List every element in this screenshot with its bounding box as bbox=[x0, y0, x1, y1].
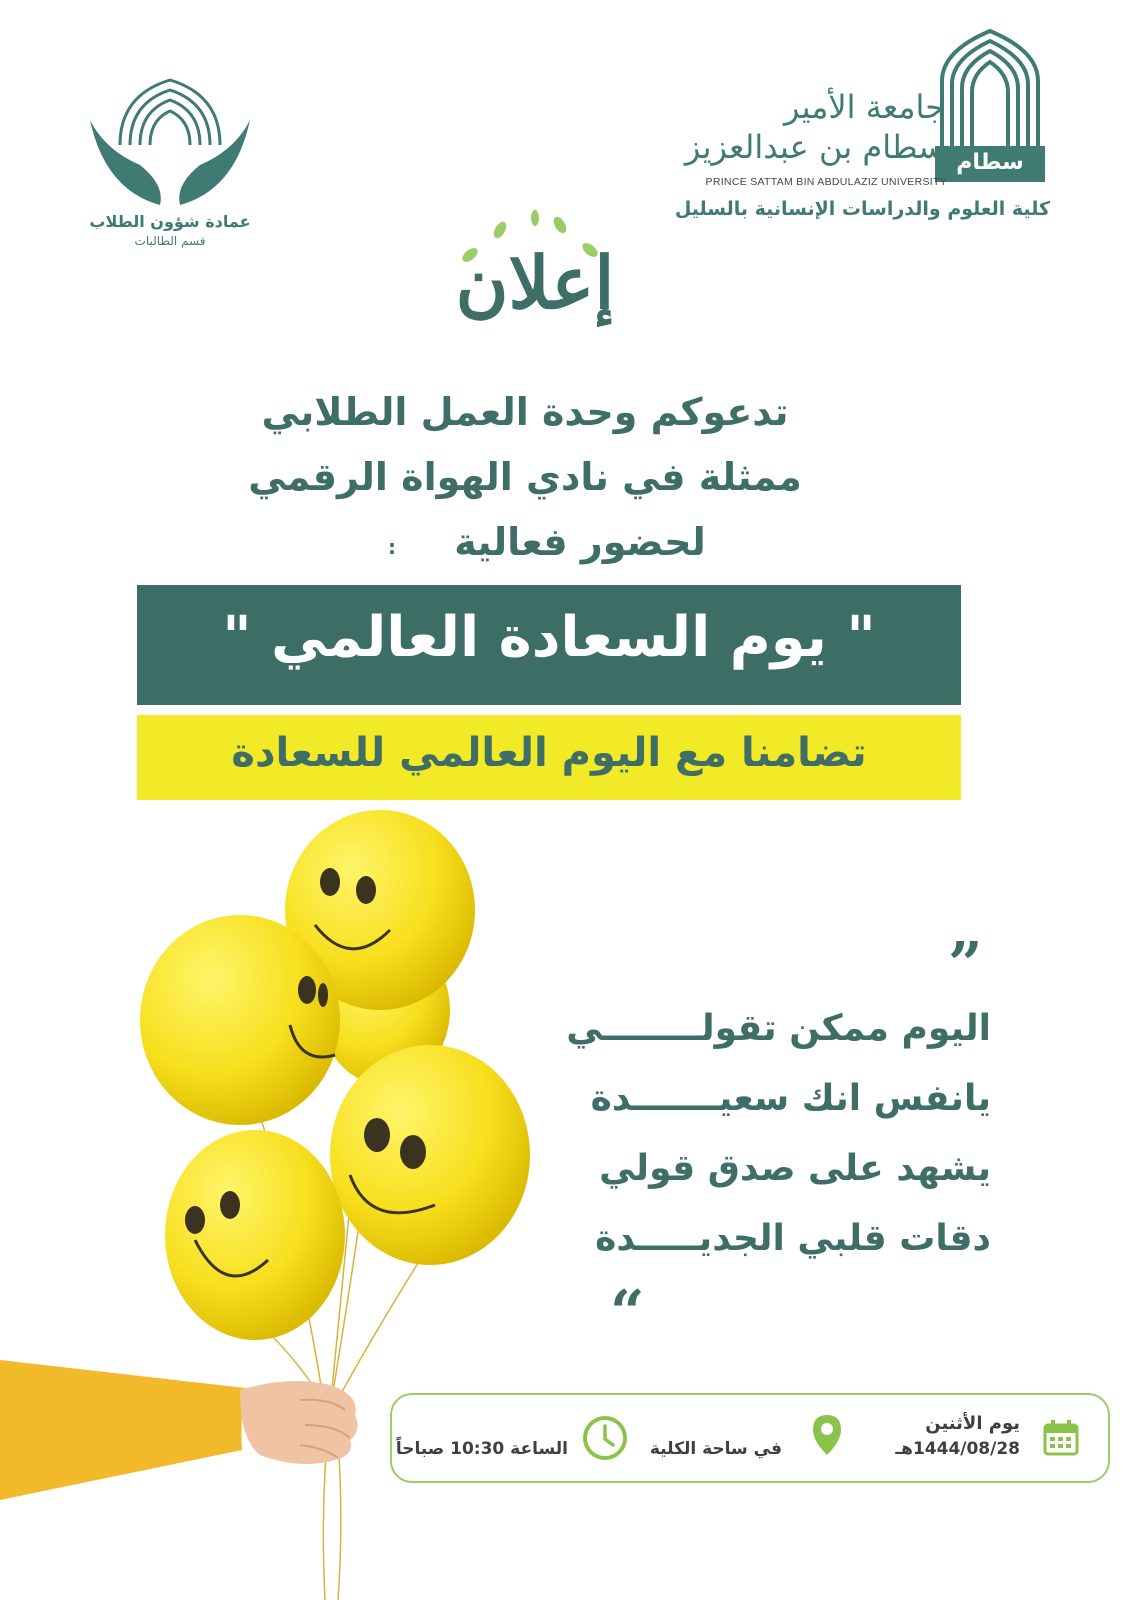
hands-arch-emblem bbox=[85, 70, 255, 210]
deanship-logo bbox=[85, 70, 255, 260]
event-title-banner bbox=[137, 585, 961, 705]
event-details-box bbox=[390, 1393, 1110, 1483]
invitation-line2: ممثلة في نادي الهواة الرقمي bbox=[248, 455, 802, 499]
poem-line-2: يانفس انك سعيـــــــدة bbox=[590, 1078, 991, 1119]
event-date: 1444/08/28هـ bbox=[895, 1439, 1020, 1459]
calendar-icon bbox=[1042, 1419, 1080, 1457]
college-name: كلية العلوم والدراسات الإنسانية بالسليل bbox=[674, 198, 1050, 220]
announcement-word: إعلان bbox=[455, 240, 615, 325]
deanship-name: عمادة شؤون الطلاب bbox=[89, 212, 251, 231]
university-logo bbox=[674, 26, 1080, 226]
deanship-section: قسم الطالبات bbox=[134, 234, 206, 248]
event-day: يوم الأثنين bbox=[925, 1413, 1020, 1434]
event-time: الساعة 10:30 صباحاً bbox=[395, 1439, 568, 1459]
event-subtitle-banner bbox=[137, 715, 961, 800]
invitation-line3: لحضور فعالية bbox=[454, 520, 706, 564]
event-title: " يوم السعادة العالمي " bbox=[222, 605, 876, 670]
announcement-heading bbox=[440, 210, 630, 360]
poem-open-quote: ” bbox=[948, 930, 983, 1000]
clock-icon bbox=[582, 1415, 628, 1461]
poem-line-4: دقات قلبي الجديـــــدة bbox=[595, 1218, 991, 1259]
university-name-line1: جامعة الأمير bbox=[783, 88, 945, 126]
university-name-line2: سطام بن عبدالعزيز bbox=[684, 128, 945, 166]
location-pin-icon bbox=[810, 1413, 844, 1459]
university-logo-word: سطام bbox=[956, 150, 1024, 175]
poem-close-quote: “ bbox=[610, 1278, 645, 1348]
poem-line-3: يشهد على صدق قولي bbox=[599, 1148, 991, 1189]
poem-line-1: اليوم ممكن تقولــــــــي bbox=[566, 1008, 991, 1049]
invitation-colon: : bbox=[388, 535, 396, 559]
event-location: في ساحة الكلية bbox=[649, 1439, 782, 1459]
university-name-english: PRINCE SATTAM BIN ABDULAZIZ UNIVERSITY bbox=[705, 176, 947, 188]
event-subtitle: تضامنا مع اليوم العالمي للسعادة bbox=[231, 730, 867, 776]
invitation-line1: تدعوكم وحدة العمل الطلابي bbox=[261, 390, 789, 434]
